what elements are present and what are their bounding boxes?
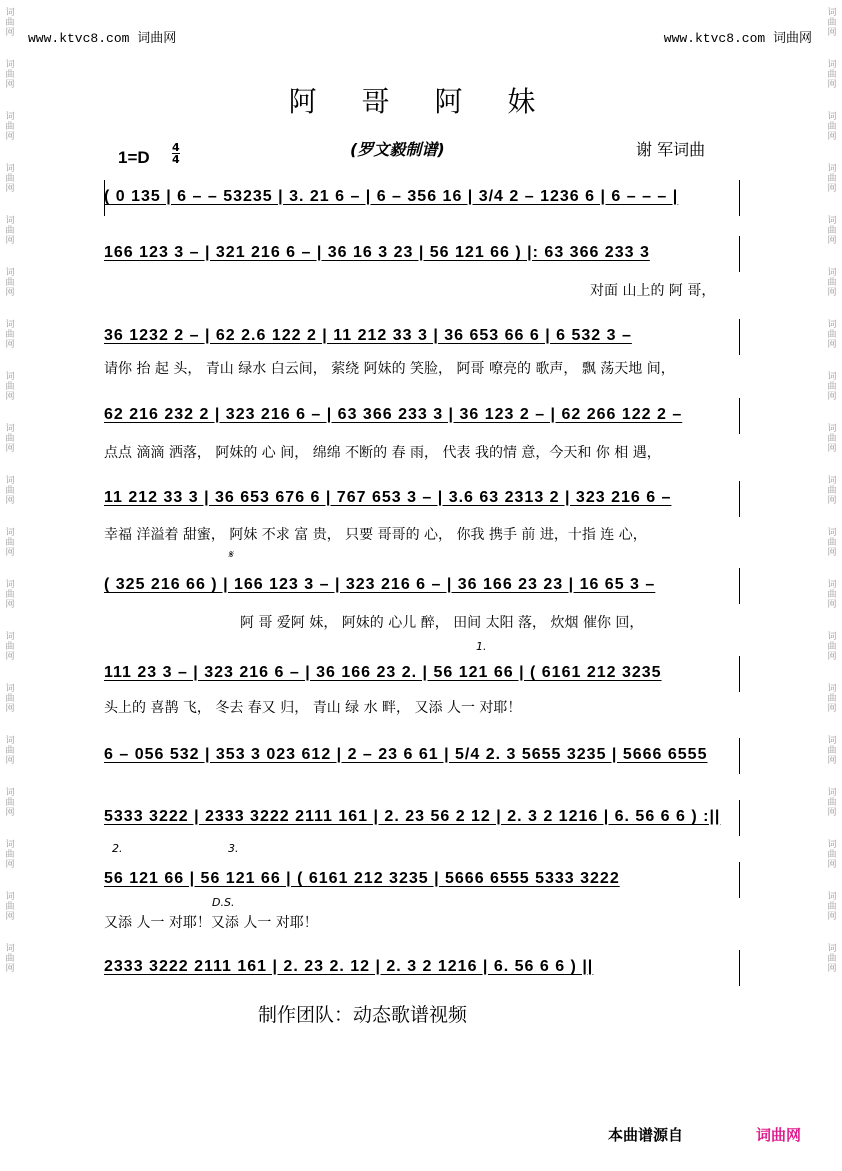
music-line [104,244,740,266]
side-mark-text: 词 曲 网 [5,60,15,90]
side-mark-text: 词 曲 网 [5,684,15,714]
notation-text: 5333 3222 | 2333 3222 2111 161 | 2. 23 56 2 12 | 2. 3 2 1216 | 6. 56 6 6 ) :|| [104,808,721,825]
side-mark-text: 词 曲 网 [5,736,15,766]
side-mark-text: 词 曲 网 [5,892,15,922]
side-mark-text: 词 曲 网 [5,112,15,142]
lyric-line: 点点 滴滴 洒落， 阿妹的 心 间， 绵绵 不断的 春 雨， 代表 我的情 意，今天和 你 相 遇， [104,445,661,461]
music-line [104,406,740,428]
side-mark-text: 词 曲 网 [827,684,837,714]
side-mark-text: 词 曲 网 [827,580,837,610]
time-signature [172,142,180,165]
side-mark-text: 词 曲 网 [827,372,837,402]
volta-1: 1. [476,640,487,653]
side-mark-text: 词 曲 网 [5,580,15,610]
side-mark-text: 词 曲 网 [5,424,15,454]
notation-text: 166 123 3 – | 321 216 6 – | 36 16 3 23 | 56 121 66 ) |: 63 366 233 3 [104,244,650,261]
music-line [104,327,740,349]
volta-2: 2. [112,842,123,855]
side-watermark-left [2,0,18,1171]
side-mark-text: 词 曲 网 [5,216,15,246]
side-mark-text: 词 曲 网 [827,424,837,454]
notation-text: 6 – 056 532 | 353 3 023 612 | 2 – 23 6 61 | 5/4 2. 3 5655 3235 | 5666 6555 [104,746,708,763]
music-line [104,808,740,830]
side-mark-text: 词 曲 网 [827,112,837,142]
side-mark-text: 词 曲 网 [827,788,837,818]
music-line [104,958,740,980]
side-mark-text: 词 曲 网 [5,528,15,558]
lyric-line: 对面 山上的 阿 哥， [590,283,716,299]
notation-text: 2333 3222 2111 161 | 2. 23 2. 12 | 2. 3 2 1216 | 6. 56 6 6 ) || [104,958,594,975]
side-mark-text: 词 曲 网 [827,528,837,558]
meter-bottom: 4 [172,153,180,166]
segno-sign: 𝄋 [228,548,233,561]
side-mark-text: 词 曲 网 [5,944,15,974]
side-mark-text: 词 曲 网 [5,840,15,870]
side-mark-text: 词 曲 网 [827,8,837,38]
meter-top: 4 [172,141,180,154]
notation-text: 11 212 33 3 | 36 653 676 6 | 767 653 3 – | 3.6 63 2313 2 | 323 216 6 – [104,489,672,506]
volta-3: 3. [228,842,239,855]
dal-segno: D.S. [212,896,235,909]
music-line [104,746,740,768]
key-signature: 1=D [118,148,150,167]
notation-text: ( 325 216 66 ) | 166 123 3 – | 323 216 6 – | 36 166 23 23 | 16 65 3 – [104,576,656,593]
music-line [104,664,740,686]
notation-text: 111 23 3 – | 323 216 6 – | 36 166 23 2. | 56 121 66 | ( 6161 212 3235 [104,664,662,681]
song-title: 阿 哥 阿 妹 [288,85,554,118]
side-mark-text: 词 曲 网 [827,840,837,870]
music-line [104,489,740,511]
side-mark-text: 词 曲 网 [827,268,837,298]
side-mark-text: 词 曲 网 [827,892,837,922]
side-mark-text: 词 曲 网 [827,320,837,350]
source-label: 本曲谱源自 [608,1126,684,1144]
side-mark-text: 词 曲 网 [5,268,15,298]
side-mark-text: 词 曲 网 [5,788,15,818]
side-mark-text: 词 曲 网 [5,372,15,402]
music-line [104,188,740,210]
lyric-line: 请你 抬 起 头， 青山 绿水 白云间， 萦绕 阿妹的 笑脸， 阿哥 嘹亮的 歌声， 飘 荡天地 间， [104,361,675,377]
notation-text: 56 121 66 | 56 121 66 | ( 6161 212 3235 | 5666 6555 5333 3222 [104,870,620,887]
lyric-line: 头上的 喜鹊 飞， 冬去 春又 归， 青山 绿 水 畔， 又添 人一 对耶！ [104,700,522,716]
site-url-right[interactable]: www.ktvc8.com 词曲网 [663,31,812,46]
side-mark-text: 词 曲 网 [827,476,837,506]
side-mark-text: 词 曲 网 [5,8,15,38]
brand-link[interactable]: 词曲网 [756,1126,802,1144]
arranger-credit: (罗文毅制谱) [350,140,445,159]
side-mark-text: 词 曲 网 [827,944,837,974]
composer-credit: 谢 军词曲 [636,140,706,159]
notation-text: 62 216 232 2 | 323 216 6 – | 63 366 233 3 | 36 123 2 – | 62 266 122 2 – [104,406,683,423]
music-line [104,576,740,598]
side-mark-text: 词 曲 网 [5,632,15,662]
side-mark-text: 词 曲 网 [827,216,837,246]
side-mark-text: 词 曲 网 [827,60,837,90]
side-mark-text: 词 曲 网 [827,164,837,194]
side-mark-text: 词 曲 网 [5,320,15,350]
side-mark-text: 词 曲 网 [827,632,837,662]
side-mark-text: 词 曲 网 [5,164,15,194]
side-watermark-right [824,0,840,1171]
music-line [104,870,740,892]
side-mark-text: 词 曲 网 [5,476,15,506]
lyric-line: 阿 哥 爱阿 妹， 阿妹的 心儿 醉， 田间 太阳 落， 炊烟 催你 回， [240,615,644,631]
site-url-left[interactable]: www.ktvc8.com 词曲网 [28,31,177,46]
notation-text: 36 1232 2 – | 62 2.6 122 2 | 11 212 33 3 | 36 653 66 6 | 6 532 3 – [104,327,632,344]
lyric-line: 幸福 洋溢着 甜蜜， 阿妹 不求 富 贵， 只要 哥哥的 心， 你我 携手 前 进，十指 连 心， [104,527,647,543]
side-mark-text: 词 曲 网 [827,736,837,766]
production-team: 制作团队：动态歌谱视频 [258,1004,468,1026]
notation-text: ( 0 135 | 6 – – 53235 | 3. 21 6 – | 6 – 356 16 | 3/4 2 – 1236 6 | 6 – – – | [104,188,679,205]
lyric-line: 又添 人一 对耶！又添 人一 对耶！ [104,915,318,931]
